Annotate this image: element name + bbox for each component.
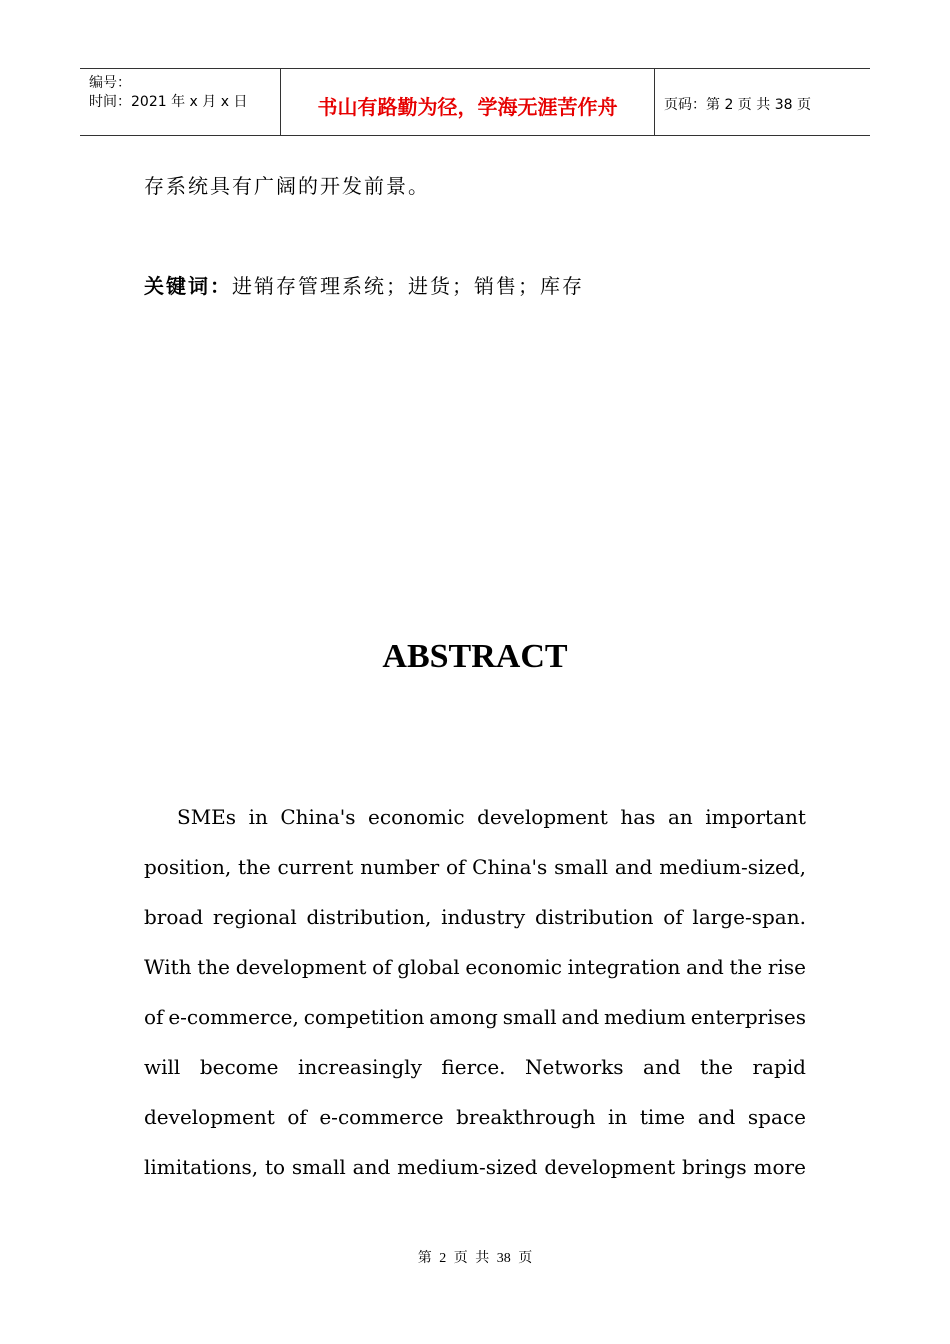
abstract-word: and (352, 1155, 391, 1179)
abstract-word: distribution (534, 905, 654, 929)
abstract-word: enterprises (690, 1005, 806, 1029)
abstract-word: the (729, 955, 763, 979)
abstract-line (144, 1042, 806, 1092)
abstract-word: of (445, 855, 466, 879)
abstract-word: medium-sized (397, 1155, 538, 1179)
header-right-cell (655, 69, 870, 135)
abstract-word: position, (144, 855, 232, 879)
abstract-word: limitations, (144, 1155, 259, 1179)
abstract-word: broad (144, 905, 204, 929)
abstract-word: China's (280, 805, 356, 829)
abstract-line (144, 842, 806, 892)
abstract-title: ABSTRACT (382, 638, 568, 675)
abstract-word: in (248, 805, 268, 829)
abstract-word: space (747, 1105, 806, 1129)
abstract-word: development (477, 805, 608, 829)
page-footer: 第 2 页 共 38 页 (417, 1251, 533, 1266)
abstract-word: rise (767, 955, 806, 979)
abstract-word: economic (368, 805, 465, 829)
chinese-abstract-tail-line: 存系统具有广阔的开发前景。 (144, 174, 430, 198)
header-motto: 书山有路勤为径，学海无涯苦作舟 (317, 95, 618, 119)
abstract-word: With (144, 955, 192, 979)
abstract-word: has (620, 805, 656, 829)
abstract-word: the (237, 855, 271, 879)
abstract-word: among (429, 1005, 498, 1029)
abstract-word: economic (465, 955, 562, 979)
abstract-word: an (667, 805, 693, 829)
abstract-word: small (291, 1155, 346, 1179)
abstract-line (144, 942, 806, 992)
abstract-word: global (397, 955, 460, 979)
abstract-word: small (502, 1005, 557, 1029)
abstract-word: and (561, 1005, 600, 1029)
abstract-word: current (277, 855, 354, 879)
abstract-word: in (608, 1105, 628, 1129)
abstract-line (144, 1142, 806, 1192)
serial-number-label: 编号： (89, 75, 131, 91)
abstract-word: breakthrough (456, 1105, 596, 1129)
abstract-word: integration (567, 955, 681, 979)
abstract-word: and (697, 1105, 736, 1129)
abstract-word: e-commerce, (168, 1005, 299, 1029)
abstract-word: development (235, 955, 367, 979)
abstract-word: and (643, 1055, 681, 1079)
abstract-word: the (700, 1055, 733, 1079)
abstract-word: to (264, 1155, 286, 1179)
abstract-word: rapid (752, 1055, 806, 1079)
header-left-cell (80, 69, 281, 135)
abstract-word: and (686, 955, 724, 979)
header-page-info: 页码：第 2 页 共 38 页 (664, 97, 811, 113)
abstract-body (144, 792, 806, 1192)
abstract-word: and (614, 855, 653, 879)
abstract-word: time (639, 1105, 686, 1129)
abstract-word: SMEs (177, 805, 237, 829)
abstract-word: competition (303, 1005, 425, 1029)
abstract-word: China's (472, 855, 548, 879)
abstract-line (144, 1092, 806, 1142)
abstract-word: brings (681, 1155, 747, 1179)
date-label: 时间：2021 年 x 月 x 日 (89, 94, 248, 110)
abstract-word: more (753, 1155, 806, 1179)
abstract-word: will (144, 1055, 181, 1079)
abstract-word: number (360, 855, 440, 879)
abstract-word: e-commerce (319, 1105, 444, 1129)
abstract-word: regional (212, 905, 297, 929)
abstract-word: medium (604, 1005, 686, 1029)
document-header (80, 68, 870, 136)
abstract-word: of (144, 1005, 164, 1029)
header-middle-cell (281, 69, 655, 135)
abstract-word: small (554, 855, 609, 879)
abstract-word: distribution, (306, 905, 432, 929)
abstract-word: development (144, 1105, 275, 1129)
abstract-word: increasingly (298, 1055, 422, 1079)
abstract-word: Networks (525, 1055, 624, 1079)
abstract-word: important (705, 805, 806, 829)
abstract-word: development (544, 1155, 676, 1179)
abstract-line (144, 792, 806, 842)
abstract-word: large-span. (692, 905, 806, 929)
keywords-line (144, 270, 584, 299)
keywords-label: 关键词： (144, 274, 232, 298)
abstract-word: of (663, 905, 683, 929)
abstract-line (144, 892, 806, 942)
abstract-word: become (199, 1055, 279, 1079)
abstract-word: the (197, 955, 230, 979)
abstract-word: medium-sized, (659, 855, 806, 879)
keywords-text: 进销存管理系统；进货；销售；库存 (232, 274, 584, 298)
abstract-word: fierce. (441, 1055, 506, 1079)
abstract-line (144, 992, 806, 1042)
abstract-word: of (372, 955, 392, 979)
abstract-word: industry (441, 905, 526, 929)
abstract-word: of (287, 1105, 307, 1129)
